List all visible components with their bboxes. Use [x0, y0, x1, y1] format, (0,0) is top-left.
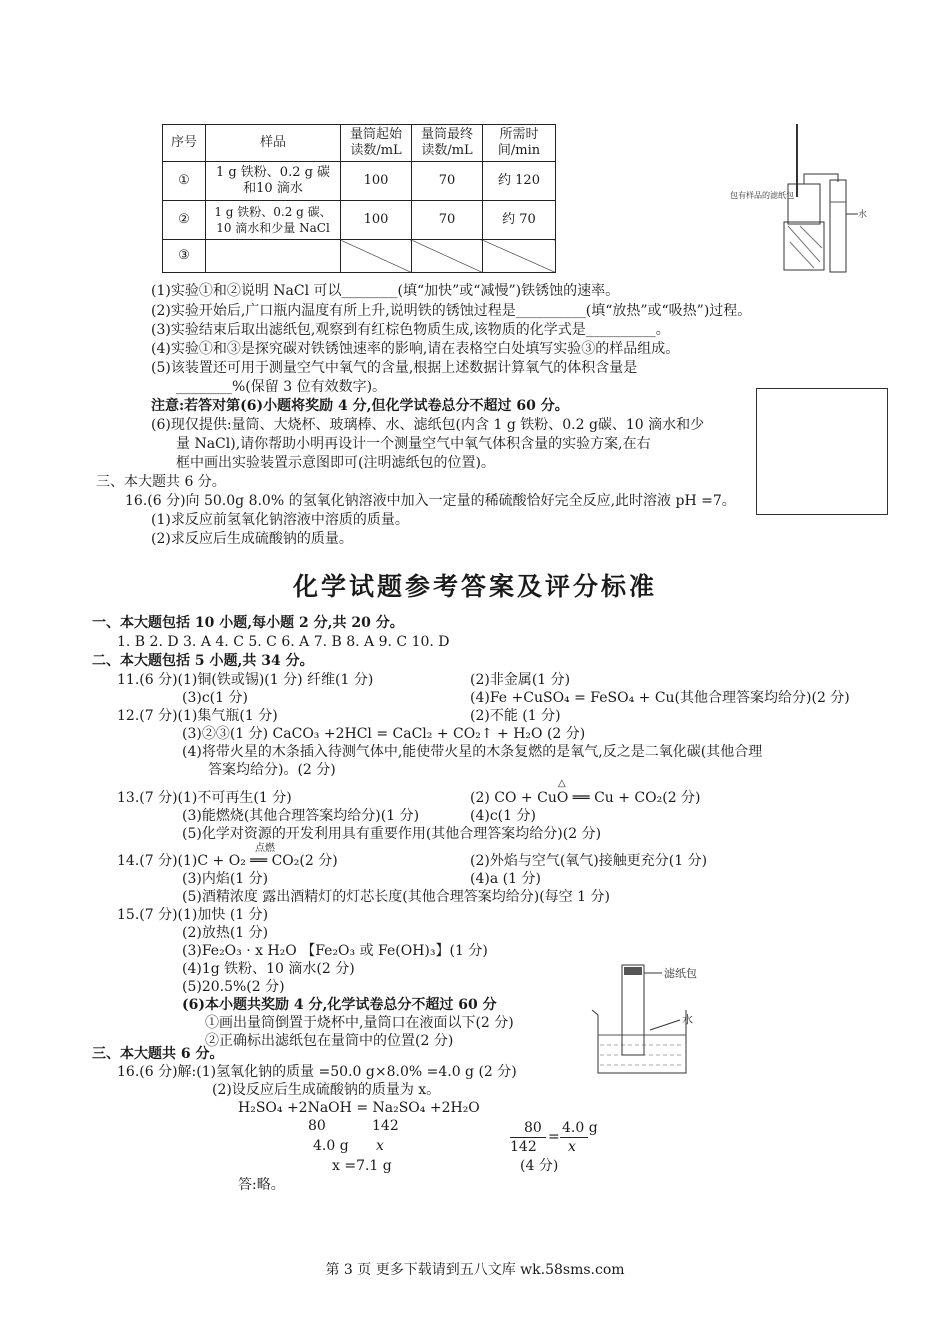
question-6-cont: 量 NaCl),请你帮助小明再设计一个测量空气中氧气体积含量的实验方案,在右	[176, 436, 651, 452]
question-6: (6)现仅提供:量筒、大烧杯、玻璃棒、水、滤纸包(内含 1 g 铁粉、0.2 g碳、10 滴水和少	[151, 417, 705, 433]
label-filter-bag: 滤纸包	[664, 967, 697, 980]
question-16-1: (1)求反应前氢氧化钠溶液中溶质的质量。	[151, 512, 409, 528]
heat-mark: △	[558, 778, 566, 789]
answer-14-5: (5)酒精浓度 露出酒精灯的灯芯长度(其他合理答案均给分)(每空 1 分)	[182, 889, 610, 905]
question-16: 16.(6 分)向 50.0g 8.0% 的氢氧化钠溶液中加入一定量的稀硫酸恰好完全反应,此时溶液 pH =7。	[125, 493, 736, 509]
answer-key-title: 化学试题参考答案及评分标准	[292, 572, 657, 601]
table-row: ② 1 g 铁粉、0.2 g 碳、10 滴水和少量 NaCl 100 70 约 70	[163, 201, 556, 240]
answer-15-6-b: ②正确标出滤纸包在量筒中的位置(2 分)	[205, 1033, 454, 1049]
bonus-note: 注意:若答对第(6)小题将奖励 4 分,但化学试卷总分不超过 60 分。	[151, 398, 569, 414]
question-4: (4)实验①和③是探究碳对铁锈蚀速率的影响,请在表格空白处填写实验③的样品组成。	[151, 341, 680, 357]
score-4: (4 分)	[520, 1158, 559, 1174]
label-water: 水	[682, 1013, 693, 1026]
col-header: 样品	[206, 125, 341, 162]
answer-11-3: (3)c(1 分)	[182, 690, 248, 706]
answer-16-1: 16.(6 分)解:(1)氢氧化钠的质量 =50.0 g×8.0% =4.0 g (2 分)	[117, 1064, 517, 1080]
page-footer: 第 3 页 更多下载请到五八文库 wk.58sms.com	[325, 1262, 625, 1278]
answer-14-4: (4)a (1 分)	[470, 871, 541, 887]
question-3: (3)实验结束后取出滤纸包,观察到有红棕色物质生成,该物质的化学式是__________。	[151, 322, 670, 338]
answer-12-4-cont: 答案均给分)。(2 分)	[208, 762, 336, 778]
fraction-numerator-80: 80	[524, 1120, 542, 1136]
answer-15-1: 15.(7 分)(1)加快 (1 分)	[117, 907, 269, 923]
ignite-mark: 点燃	[255, 843, 275, 854]
answer-15-5: (5)20.5%(2 分)	[182, 979, 285, 995]
answer-drawing-box	[756, 388, 888, 515]
table-row: ① 1 g 铁粉、0.2 g 碳和10 滴水 100 70 约 120	[163, 162, 556, 201]
answer-section-1: 一、本大题包括 10 小题,每小题 2 分,共 20 分。	[92, 615, 404, 631]
answer-section-2: 二、本大题包括 5 小题,共 34 分。	[92, 653, 314, 669]
table-row: ③	[163, 240, 556, 273]
answer-12-4: (4)将带火星的木条插入待测气体中,能使带火星的木条复燃的是氧气,反之是二氧化碳(其他合理	[182, 744, 763, 760]
answer-13-4: (4)c(1 分)	[470, 808, 536, 824]
fraction-numerator-142: 4.0 g	[562, 1120, 598, 1136]
answer-15-3: (3)Fe₂O₃ · x H₂O 【Fe₂O₃ 或 Fe(OH)₃】(1 分)	[182, 943, 488, 959]
question-5-cont: ________%(保留 3 位有效数字)。	[176, 379, 387, 395]
question-2: (2)实验开始后,广口瓶内温度有所上升,说明铁的锈蚀过程是__________(填“放热”或“吸热”)过程。	[151, 303, 752, 319]
mass-80: 80	[308, 1118, 326, 1134]
answer-15-6: (6)本小题共奖励 4 分,化学试卷总分不超过 60 分	[182, 997, 497, 1013]
col-header: 量筒起始读数/mL	[341, 125, 412, 162]
label-filter-bag: 包有样品的滤纸包	[730, 191, 794, 200]
answer-13-5: (5)化学对资源的开发利用具有重要作用(其他合理答案均给分)(2 分)	[182, 826, 602, 842]
answer-12-1: 12.(7 分)(1)集气瓶(1 分)	[117, 708, 278, 724]
col-header: 所需时间/min	[483, 125, 556, 162]
question-6-cont: 框中画出实验装置示意图即可(注明滤纸包的位置)。	[176, 455, 495, 471]
col-header: 量筒最终读数/mL	[412, 125, 483, 162]
answer-section-3: 三、本大题共 6 分。	[92, 1046, 224, 1062]
fraction-denominator-4g: 142	[510, 1139, 537, 1155]
answer-16-2: (2)设反应后生成硫酸钠的质量为 x。	[212, 1082, 441, 1098]
answer-14-1: 14.(7 分)(1)C + O₂ ══ CO₂(2 分)	[117, 853, 338, 869]
result-x: x =7.1 g	[332, 1158, 392, 1174]
answer-13-1: 13.(7 分)(1)不可再生(1 分)	[117, 790, 292, 806]
answer-15-2: (2)放热(1 分)	[182, 925, 269, 941]
equation: H₂SO₄ +2NaOH = Na₂SO₄ +2H₂O	[238, 1100, 480, 1116]
answer-15-4: (4)1g 铁粉、10 滴水(2 分)	[182, 961, 355, 977]
apparatus-diagram-top	[730, 122, 870, 280]
answer-11-2: (2)非金属(1 分)	[470, 672, 571, 688]
value-4g: 4.0 g	[313, 1138, 349, 1154]
col-header: 序号	[163, 125, 206, 162]
answer-omitted: 答:略。	[238, 1177, 285, 1193]
apparatus-diagram-bottom	[590, 955, 740, 1080]
label-water: 水	[858, 210, 868, 220]
experiment-table	[162, 124, 556, 273]
answer-12-3: (3)②③(1 分) CaCO₃ +2HCl = CaCl₂ + CO₂↑ + H₂O (2 分)	[182, 726, 586, 742]
answer-13-2: (2) CO + CuO ══ Cu + CO₂(2 分)	[470, 790, 701, 806]
fraction-denominator-x: x	[568, 1139, 576, 1155]
answer-13-3: (3)能燃烧(其他合理答案均给分)(1 分)	[182, 808, 420, 824]
answer-11-4: (4)Fe +CuSO₄ = FeSO₄ + Cu(其他合理答案均给分)(2 分)	[470, 690, 850, 706]
answer-11-1: 11.(6 分)(1)铜(铁或锡)(1 分) 纤维(1 分)	[117, 672, 374, 688]
answer-12-2: (2)不能 (1 分)	[470, 708, 561, 724]
question-5: (5)该装置还可用于测量空气中氧气的含量,根据上述数据计算氧气的体积含量是	[151, 360, 638, 376]
value-x: x	[376, 1138, 384, 1154]
answer-mc: 1. B 2. D 3. A 4. C 5. C 6. A 7. B 8. A 9. C 10. D	[117, 634, 450, 650]
answer-14-2: (2)外焰与空气(氧气)接触更充分(1 分)	[470, 853, 708, 869]
answer-14-3: (3)内焰(1 分)	[182, 871, 269, 887]
question-16-2: (2)求反应后生成硫酸钠的质量。	[151, 531, 353, 547]
mass-142: 142	[372, 1118, 399, 1134]
question-1: (1)实验①和②说明 NaCl 可以________(填“加快”或“减慢”)铁锈蚀的速率。	[151, 283, 620, 299]
section-3-header: 三、本大题共 6 分。	[96, 474, 226, 490]
answer-15-6-a: ①画出量筒倒置于烧杯中,量筒口在液面以下(2 分)	[205, 1015, 514, 1031]
